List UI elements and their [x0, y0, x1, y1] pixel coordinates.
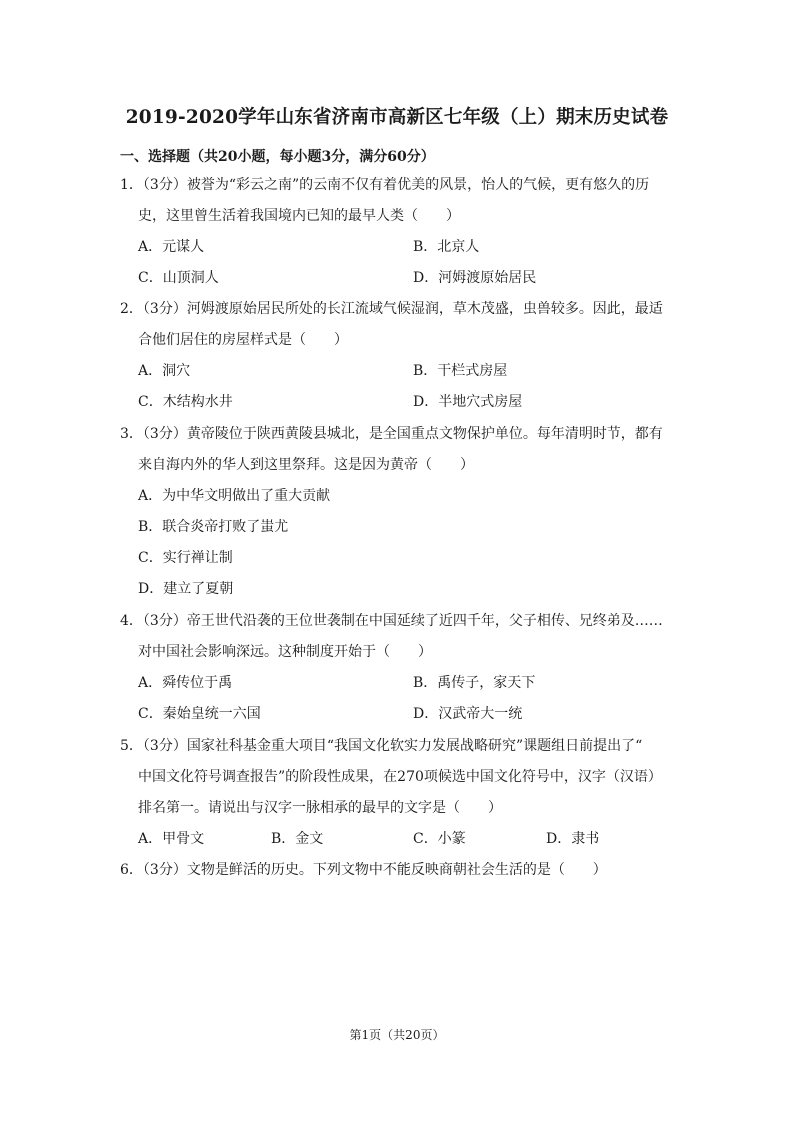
question-3-option-c: C．实行禅让制	[138, 550, 233, 566]
question-1-option-d: D．河姆渡原始居民	[413, 270, 537, 286]
question-5-text-line-1: 5．（3分）国家社科基金重大项目“我国文化软实力发展战略研究”课题组日前提出了“	[120, 738, 643, 754]
section-heading: 一、选择题（共20小题，每小题3分，满分60分）	[120, 149, 435, 165]
question-3-option-a: A．为中华文明做出了重大贡献	[138, 488, 331, 504]
question-5-option-b: B．金文	[271, 831, 324, 847]
question-1-option-a: A．元谋人	[138, 239, 205, 255]
page-footer: 第1页（共20页）	[349, 1028, 445, 1042]
question-5-option-a: A．甲骨文	[138, 831, 205, 847]
exam-title: 2019-2020学年山东省济南市高新区七年级（上）期末历史试卷	[125, 107, 669, 128]
question-2-text-line-2: 合他们居住的房屋样式是（ ）	[138, 332, 348, 348]
question-3-text-line-1: 3．（3分）黄帝陵位于陕西黄陵县城北，是全国重点文物保护单位。每年清明时节，都有	[120, 426, 663, 442]
question-3-option-b: B．联合炎帝打败了蚩尤	[138, 519, 289, 535]
question-4-option-d: D．汉武帝大一统	[413, 706, 523, 722]
question-4-option-b: B．禹传子，家天下	[413, 675, 536, 691]
question-5-option-c: C．小篆	[413, 831, 466, 847]
question-2-option-a: A．洞穴	[138, 363, 191, 379]
question-1-option-c: C．山顶洞人	[138, 270, 219, 286]
question-1-text-line-1: 1．（3分）被誉为“彩云之南”的云南不仅有着优美的风景，怡人的气候，更有悠久的历	[120, 177, 650, 193]
question-5-option-d: D．隶书	[546, 831, 600, 847]
question-4-option-a: A．舜传位于禹	[138, 675, 233, 691]
question-2-option-b: B．干栏式房屋	[413, 363, 508, 379]
question-4-text-line-1: 4．（3分）帝王世代沿袭的王位世袭制在中国延续了近四千年，父子相传、兄终弟及……	[120, 613, 663, 629]
question-4-text-line-2: 对中国社会影响深远。这种制度开始于（ ）	[138, 644, 432, 660]
question-1-text-line-2: 史，这里曾生活着我国境内已知的最早人类（ ）	[138, 208, 460, 224]
question-4-option-c: C．秦始皇统一六国	[138, 706, 261, 722]
question-3-option-d: D．建立了夏朝	[138, 581, 234, 597]
question-3-text-line-2: 来自海内外的华人到这里祭拜。这是因为黄帝（ ）	[138, 457, 474, 473]
question-5-text-line-3: 排名第一。请说出与汉字一脉相承的最早的文字是（ ）	[138, 800, 502, 816]
question-2-text-line-1: 2．（3分）河姆渡原始居民所处的长江流域气候湿润，草木茂盛，虫兽较多。因此，最适	[120, 301, 663, 317]
question-5-text-line-2: 中国文化符号调查报告”的阶段性成果，在270项候选中国文化符号中，汉字（汉语）	[138, 769, 662, 785]
question-6-text-line-1: 6．（3分）文物是鲜活的历史。下列文物中不能反映商朝社会生活的是（ ）	[120, 862, 607, 878]
question-2-option-d: D．半地穴式房屋	[413, 394, 523, 410]
question-2-option-c: C．木结构水井	[138, 394, 233, 410]
question-1-option-b: B．北京人	[413, 239, 480, 255]
